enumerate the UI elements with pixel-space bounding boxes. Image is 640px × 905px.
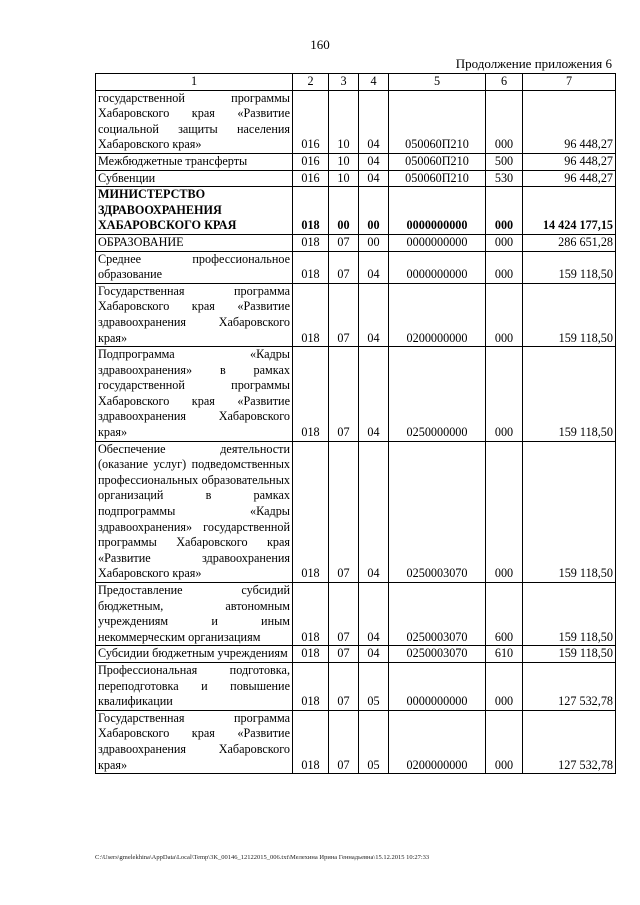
ministry-code: 018 bbox=[293, 441, 329, 582]
table-row bbox=[96, 234, 616, 251]
expense-type-code: 600 bbox=[486, 583, 523, 646]
ministry-code: 018 bbox=[293, 710, 329, 773]
amount: 96 448,27 bbox=[523, 170, 616, 187]
target-article-code: 0000000000 bbox=[389, 234, 486, 251]
section-code: 07 bbox=[329, 234, 359, 251]
item-name: ОБРАЗОВАНИЕ bbox=[96, 234, 293, 251]
target-article-code: 0000000000 bbox=[389, 662, 486, 710]
expense-type-code: 000 bbox=[486, 90, 523, 153]
expense-type-code: 000 bbox=[486, 251, 523, 283]
amount: 14 424 177,15 bbox=[523, 187, 616, 235]
table-row bbox=[96, 710, 616, 773]
target-article-code: 050060П210 bbox=[389, 170, 486, 187]
table-row bbox=[96, 251, 616, 283]
table-row bbox=[96, 153, 616, 170]
subsection-code: 04 bbox=[359, 251, 389, 283]
target-article-code: 0250003070 bbox=[389, 583, 486, 646]
table-row bbox=[96, 646, 616, 663]
section-code: 07 bbox=[329, 251, 359, 283]
target-article-code: 0250003070 bbox=[389, 441, 486, 582]
subsection-code: 04 bbox=[359, 283, 389, 346]
amount: 96 448,27 bbox=[523, 153, 616, 170]
target-article-code: 0200000000 bbox=[389, 710, 486, 773]
expense-type-code: 500 bbox=[486, 153, 523, 170]
subsection-code: 00 bbox=[359, 187, 389, 235]
table-row bbox=[96, 283, 616, 346]
section-code: 07 bbox=[329, 583, 359, 646]
item-name: Межбюджетные трансферты bbox=[96, 153, 293, 170]
section-code: 00 bbox=[329, 187, 359, 235]
target-article-code: 0250003070 bbox=[389, 646, 486, 663]
budget-table bbox=[95, 73, 616, 774]
item-name: Государственная программа Хабаровского края «Развитие здравоохранения Хабаровского края» bbox=[96, 710, 293, 773]
amount: 159 118,50 bbox=[523, 347, 616, 442]
item-name: МИНИСТЕРСТВО ЗДРАВООХРАНЕНИЯ ХАБАРОВСКОГО КРАЯ bbox=[96, 187, 293, 235]
header-cell: 7 bbox=[523, 74, 616, 91]
subsection-code: 04 bbox=[359, 583, 389, 646]
header-cell: 6 bbox=[486, 74, 523, 91]
table-row bbox=[96, 90, 616, 153]
expense-type-code: 000 bbox=[486, 347, 523, 442]
item-name: Субсидии бюджетным учреждениям bbox=[96, 646, 293, 663]
section-code: 10 bbox=[329, 90, 359, 153]
amount: 286 651,28 bbox=[523, 234, 616, 251]
item-name: Среднее профессиональное образование bbox=[96, 251, 293, 283]
subsection-code: 04 bbox=[359, 153, 389, 170]
file-path-footer: C:\Users\gmelekhina\AppData\Local\Temp\3K_00146_12122015_006.txt\Мелехина Ирина Геннадьевна\15.12.2015 10:27:33 bbox=[95, 854, 430, 861]
ministry-code: 018 bbox=[293, 283, 329, 346]
expense-type-code: 000 bbox=[486, 283, 523, 346]
subsection-code: 05 bbox=[359, 710, 389, 773]
continuation-label: Продолжение приложения 6 bbox=[455, 56, 612, 71]
amount: 127 532,78 bbox=[523, 662, 616, 710]
table-row bbox=[96, 441, 616, 582]
section-code: 07 bbox=[329, 347, 359, 442]
ministry-code: 018 bbox=[293, 662, 329, 710]
header-cell: 5 bbox=[389, 74, 486, 91]
item-name: Подпрограмма «Кадры здравоохранения» в рамках государственной программы Хабаровского края «Развитие здравоохранения Хабаровского края» bbox=[96, 347, 293, 442]
table-row bbox=[96, 347, 616, 442]
amount: 159 118,50 bbox=[523, 283, 616, 346]
ministry-code: 018 bbox=[293, 646, 329, 663]
section-code: 07 bbox=[329, 441, 359, 582]
target-article-code: 050060П210 bbox=[389, 90, 486, 153]
table-row bbox=[96, 583, 616, 646]
section-code: 07 bbox=[329, 662, 359, 710]
target-article-code: 0200000000 bbox=[389, 283, 486, 346]
amount: 159 118,50 bbox=[523, 646, 616, 663]
ministry-code: 018 bbox=[293, 251, 329, 283]
target-article-code: 0000000000 bbox=[389, 251, 486, 283]
subsection-code: 04 bbox=[359, 441, 389, 582]
target-article-code: 0000000000 bbox=[389, 187, 486, 235]
expense-type-code: 000 bbox=[486, 234, 523, 251]
expense-type-code: 000 bbox=[486, 187, 523, 235]
section-code: 07 bbox=[329, 710, 359, 773]
subsection-code: 04 bbox=[359, 646, 389, 663]
subsection-code: 05 bbox=[359, 662, 389, 710]
section-code: 07 bbox=[329, 646, 359, 663]
ministry-code: 016 bbox=[293, 153, 329, 170]
expense-type-code: 610 bbox=[486, 646, 523, 663]
target-article-code: 050060П210 bbox=[389, 153, 486, 170]
item-name: государственной программы Хабаровского края «Развитие социальной защиты населения Хабаровского края» bbox=[96, 90, 293, 153]
item-name: Государственная программа Хабаровского края «Развитие здравоохранения Хабаровского края» bbox=[96, 283, 293, 346]
subsection-code: 04 bbox=[359, 170, 389, 187]
ministry-code: 018 bbox=[293, 234, 329, 251]
item-name: Профессиональная подготовка, переподготовка и повышение квалификации bbox=[96, 662, 293, 710]
subsection-code: 00 bbox=[359, 234, 389, 251]
table-header-row bbox=[96, 74, 616, 91]
item-name: Предоставление субсидий бюджетным, автономным учреждениям и иным некоммерческим организациям bbox=[96, 583, 293, 646]
item-name: Субвенции bbox=[96, 170, 293, 187]
subsection-code: 04 bbox=[359, 347, 389, 442]
header-cell: 2 bbox=[293, 74, 329, 91]
header-cell: 1 bbox=[96, 74, 293, 91]
expense-type-code: 000 bbox=[486, 710, 523, 773]
section-code: 10 bbox=[329, 153, 359, 170]
header-cell: 4 bbox=[359, 74, 389, 91]
amount: 96 448,27 bbox=[523, 90, 616, 153]
ministry-code: 018 bbox=[293, 187, 329, 235]
ministry-code: 018 bbox=[293, 583, 329, 646]
table-row bbox=[96, 170, 616, 187]
section-code: 10 bbox=[329, 170, 359, 187]
header-cell: 3 bbox=[329, 74, 359, 91]
expense-type-code: 000 bbox=[486, 441, 523, 582]
amount: 159 118,50 bbox=[523, 583, 616, 646]
page-number: 160 bbox=[310, 37, 330, 52]
ministry-code: 016 bbox=[293, 90, 329, 153]
item-name: Обеспечение деятельности (оказание услуг) подведомственных профессиональных образовательных организаций в рамках подпрограммы «Кадры здравоохранения» государственной программы Хабаровского края «Развитие здравоохранения Хабаровского края» bbox=[96, 441, 293, 582]
subsection-code: 04 bbox=[359, 90, 389, 153]
amount: 159 118,50 bbox=[523, 441, 616, 582]
section-code: 07 bbox=[329, 283, 359, 346]
expense-type-code: 530 bbox=[486, 170, 523, 187]
target-article-code: 0250000000 bbox=[389, 347, 486, 442]
expense-type-code: 000 bbox=[486, 662, 523, 710]
table-row-ministry bbox=[96, 187, 616, 235]
ministry-code: 018 bbox=[293, 347, 329, 442]
amount: 159 118,50 bbox=[523, 251, 616, 283]
ministry-code: 016 bbox=[293, 170, 329, 187]
table-row bbox=[96, 662, 616, 710]
amount: 127 532,78 bbox=[523, 710, 616, 773]
